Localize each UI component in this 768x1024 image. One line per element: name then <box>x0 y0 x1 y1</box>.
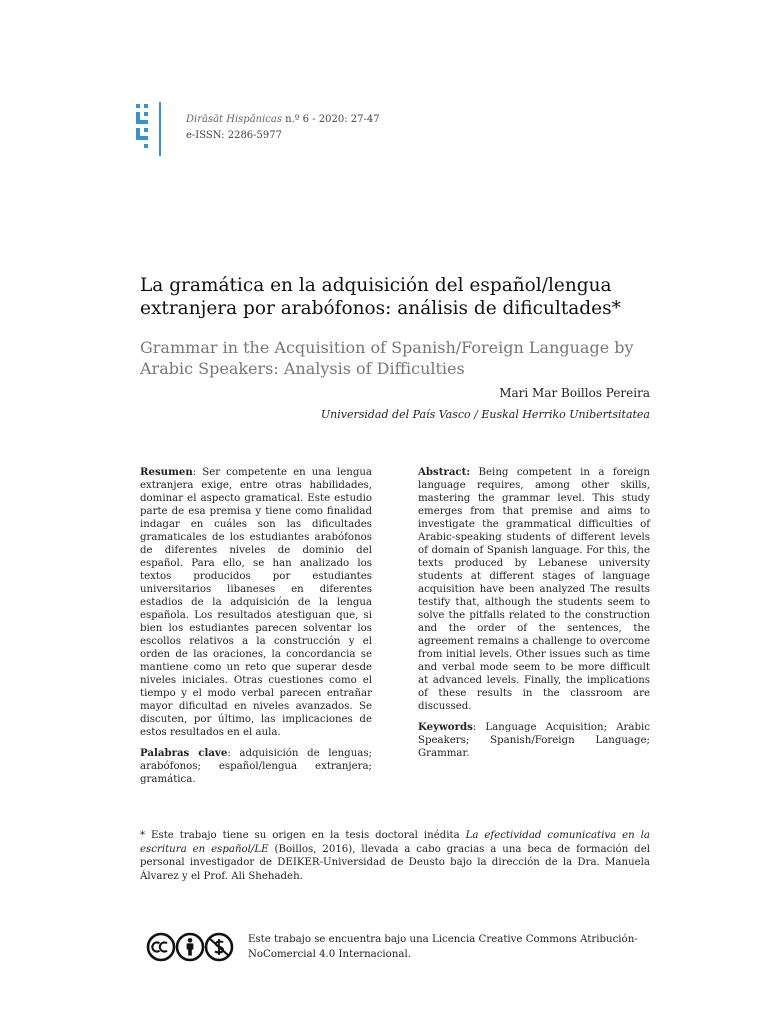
resumen-label: Resumen <box>140 466 193 478</box>
footnote-text-start: * Este trabajo tiene su origen en la tesis doctoral inédita <box>140 830 466 841</box>
abstract-column <box>418 466 650 768</box>
journal-issue: n.º 6 - 2020: 27-47 <box>282 114 380 125</box>
journal-header <box>186 112 380 144</box>
abstract-text: Being competent in a foreign language requires, among other skills, mastering the grammar level. This study emerges from that premise and aims to investigate the grammatical difficulties of Arabic-speaking students of different levels of domain of Spanish language. For this, the texts produced by Lebanese university students at different stages of language acquisition have been analyzed The results testify that, although the students seem to solve the pitfalls related to the construction and the order of the sentences, the agreement remains a challenge to overcome from initial levels. Other issues such as time and verbal mode seem to be more difficult at advanced levels. Finally, the implications of these results in the classroom are discussed. <box>418 467 650 712</box>
keywords-label: Keywords <box>418 721 473 733</box>
article-title-spanish: La gramática en la adquisición del español/lengua extranjera por arabófonos: análisis de dificultades* <box>140 275 621 319</box>
non-commercial-icon <box>206 934 232 960</box>
journal-citation <box>186 112 380 128</box>
abstract-paragraph <box>418 466 650 713</box>
author-affiliation: Universidad del País Vasco / Euskal Herriko Unibertsitatea <box>320 408 650 421</box>
attribution-icon <box>177 934 203 960</box>
keywords-text: : Language Acquisition; Arabic Speakers; Spanish/Foreign Language; Grammar. <box>418 722 650 759</box>
palabras-clave-label: Palabras clave <box>140 747 228 759</box>
keywords-paragraph <box>418 721 650 760</box>
license-text: Este trabajo se encuentra bajo una Licencia Creative Commons Atribución-NoComercial 4.0 Internacional. <box>248 934 638 960</box>
journal-eissn: e-ISSN: 2286-5977 <box>186 130 282 141</box>
journal-name: Dirāsāt Hispānicas <box>186 114 282 125</box>
author-name: Mari Mar Boillos Pereira <box>499 386 650 400</box>
footnote <box>140 829 650 883</box>
resumen-column <box>140 466 372 794</box>
resumen-text: : Ser competente en una lengua extranjera exige, entre otras habilidades, dominar el aspecto gramatical. Este estudio parte de esa premisa y tiene como finalidad indagar en cuáles son las dificultades gramaticales de los estudiantes arabófonos de diferentes niveles de dominio del español. Para ello, se han analizado los textos producidos por estudiantes universitarios libaneses en diferentes estadios de la adquisición de la lengua española. Los resultados atestiguan que, si bien los estudiantes parecen solventar los escollos relativos a la construcción y el orden de las oraciones, la concordancia se mantiene como un reto que superar desde niveles iniciales. Otras cuestiones como el tiempo y el modo verbal parecen entrañar mayor dificultad en niveles avanzados. Se discuten, por último, las implicaciones de estos resultados en el aula. <box>140 467 372 738</box>
resumen-paragraph <box>140 466 372 739</box>
footnote-text-end: (Boillos, 2016), llevada a cabo gracias a una beca de formación del personal investigador de DEIKER-Universidad de Deusto bajo la dirección de la Dra. Manuela Álvarez y el Prof. Ali Shehadeh. <box>140 843 650 882</box>
creative-commons-icon <box>148 934 174 960</box>
footnote-thesis-title: La efectividad comunicativa en la escritura en español/LE <box>140 830 650 855</box>
journal-logo-icon <box>134 102 164 156</box>
article-title-english: Grammar in the Acquisition of Spanish/Foreign Language by Arabic Speakers: Analysis of Difficulties <box>140 338 634 378</box>
abstract-label: Abstract: <box>418 466 471 478</box>
creative-commons-license-badge[interactable] <box>146 932 234 962</box>
palabras-clave-paragraph <box>140 747 372 786</box>
palabras-clave-text: : adquisición de lenguas; arabófonos; español/lengua extranjera; gramática. <box>140 748 372 785</box>
